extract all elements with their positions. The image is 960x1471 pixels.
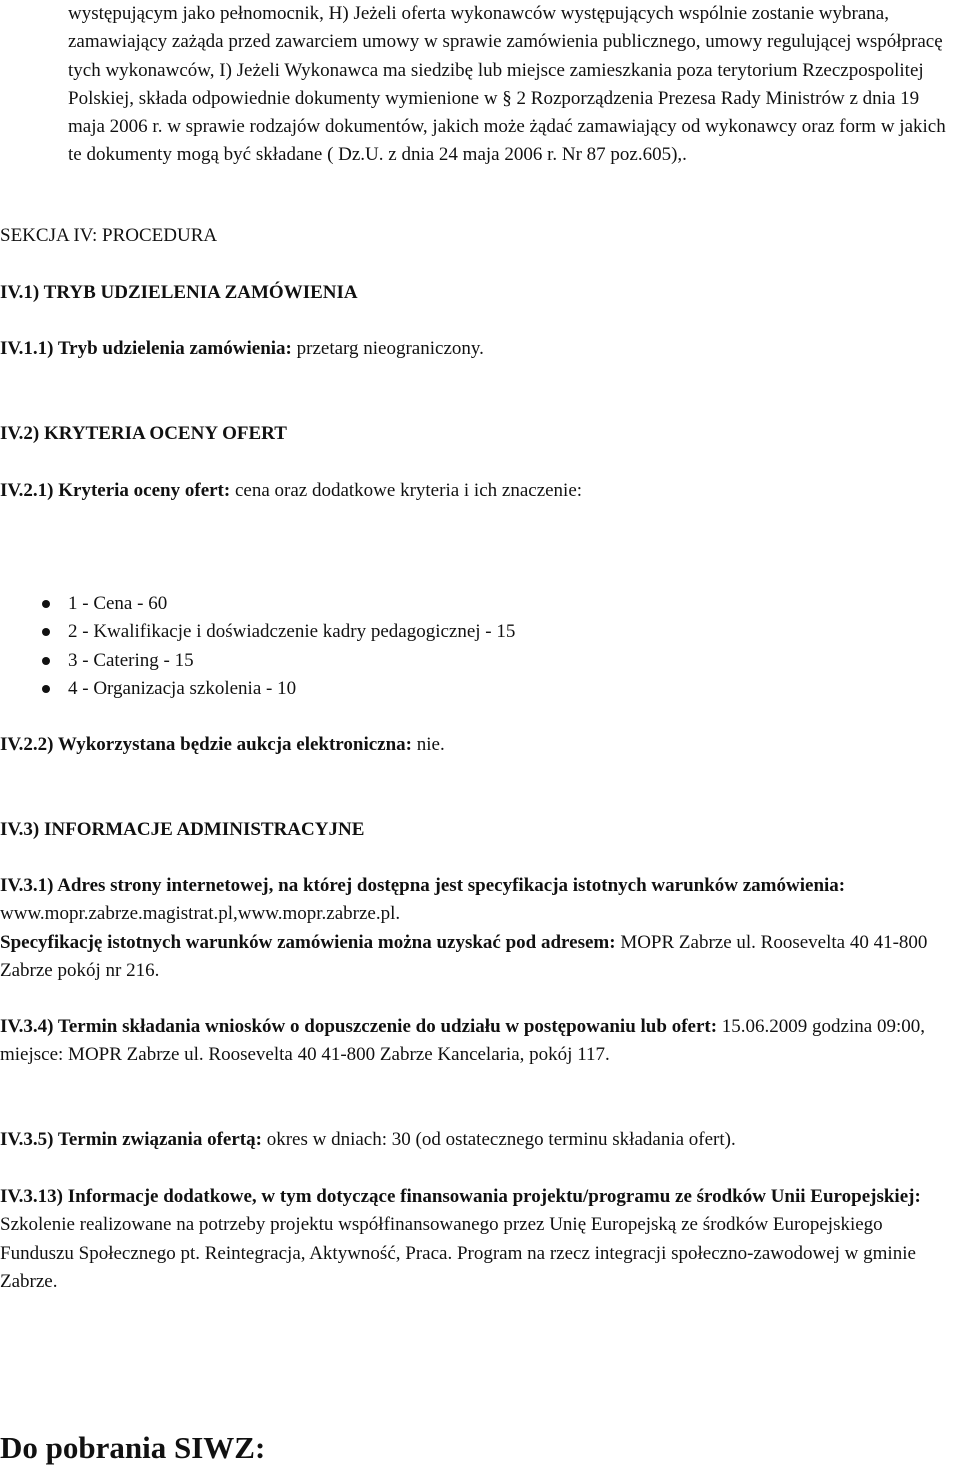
- iv35-line: [0, 1126, 736, 1154]
- heading-iv1: IV.1) TRYB UDZIELENIA ZAMÓWIENIA: [0, 282, 358, 303]
- criteria-list: [0, 590, 515, 703]
- iv34-value: 15.06.2009 godzina 09:00, miejsce: MOPR Zabrze ul. Roosevelta 40 41-800 Zabrze Kancelaria, pokój 117.: [0, 1016, 925, 1066]
- iv31-value: www.mopr.zabrze.magistrat.pl,www.mopr.zabrze.pl.: [0, 903, 401, 925]
- iv22-line: [0, 731, 445, 759]
- iv31-paragraph: [0, 872, 955, 929]
- iv11-value: przetarg nieograniczony.: [291, 338, 484, 359]
- iv34-label: IV.3.4) Termin składania wniosków o dopuszczenie do udziału w postępowaniu lub ofert:: [0, 1016, 718, 1037]
- download-heading: Do pobrania SIWZ:: [0, 1430, 266, 1465]
- spec-label: Specyfikację istotnych warunków zamówienia można uzyskać pod adresem:: [0, 932, 616, 953]
- heading-iv3: IV.3) INFORMACJE ADMINISTRACYJNE: [0, 819, 365, 840]
- iv11-label: IV.1.1) Tryb udzielenia zamówienia:: [0, 338, 292, 359]
- iv313-label: IV.3.13) Informacje dodatkowe, w tym dotyczące finansowania projektu/programu ze środków Unii Europejskiej:: [0, 1186, 921, 1207]
- iv313-value: Szkolenie realizowane na potrzeby projektu współfinansowanego przez Unię Europejską ze środków Europejskiego Funduszu Społecznego pt. Reintegracja, Aktywność, Praca. Program na rzecz integracji społeczno-zawodowej w gminie Zabrze.: [0, 1214, 916, 1292]
- intro-paragraph: występującym jako pełnomocnik, H) Jeżeli oferta wykonawców występujących wspólnie zostanie wybrana, zamawiający zażąda przed zawarciem umowy w sprawie zamówienia publicznego, umowy regulującej współpracę tych wykonawców, I) Jeżeli Wykonawca ma siedzibę lub miejsce zamieszkania poza terytorium Rzeczpospolitej Polskiej, składa odpowiednie dokumenty wymienione w § 2 Rozporządzenia Prezesa Rady Ministrów z dnia 19 maja 2006 r. w sprawie rodzajów dokumentów, jakich może żądać zamawiający od wykonawcy oraz form w jakich te dokumenty mogą być składane ( Dz.U. z dnia 24 maja 2006 r. Nr 87 poz.605),.: [68, 3, 946, 166]
- bullet-icon: [42, 657, 50, 665]
- iv21-label: IV.2.1) Kryteria oceny ofert:: [0, 480, 231, 501]
- iv21-line: [0, 477, 582, 505]
- bullet-icon: [42, 685, 50, 693]
- list-item: 3 - Catering - 15: [0, 647, 515, 675]
- list-item: 4 - Organizacja szkolenia - 10: [0, 675, 515, 703]
- iv21-value: cena oraz dodatkowe kryteria i ich znaczenie:: [230, 480, 583, 501]
- iv34-paragraph: [0, 1013, 955, 1070]
- list-item: 2 - Kwalifikacje i doświadczenie kadry pedagogicznej - 15: [0, 618, 515, 646]
- list-item: 1 - Cena - 60: [0, 590, 515, 618]
- heading-iv2: IV.2) KRYTERIA OCENY OFERT: [0, 423, 287, 444]
- spec-value: MOPR Zabrze ul. Roosevelta 40 41-800 Zabrze pokój nr 216.: [0, 932, 928, 982]
- iv35-label: IV.3.5) Termin związania ofertą:: [0, 1129, 262, 1150]
- iv31-label: IV.3.1) Adres strony internetowej, na której dostępna jest specyfikacja istotnych warunków zamówienia:: [0, 875, 846, 896]
- section-title: SEKCJA IV: PROCEDURA: [0, 225, 218, 246]
- spec-paragraph: [0, 929, 955, 986]
- iv11-line: [0, 335, 484, 363]
- iv22-label: IV.2.2) Wykorzystana będzie aukcja elektroniczna:: [0, 734, 413, 755]
- iv313-paragraph: [0, 1183, 955, 1296]
- bullet-icon: [42, 628, 50, 636]
- bullet-icon: [42, 600, 50, 608]
- iv22-value: nie.: [412, 734, 445, 755]
- iv35-value: okres w dniach: 30 (od ostatecznego terminu składania ofert).: [261, 1129, 736, 1150]
